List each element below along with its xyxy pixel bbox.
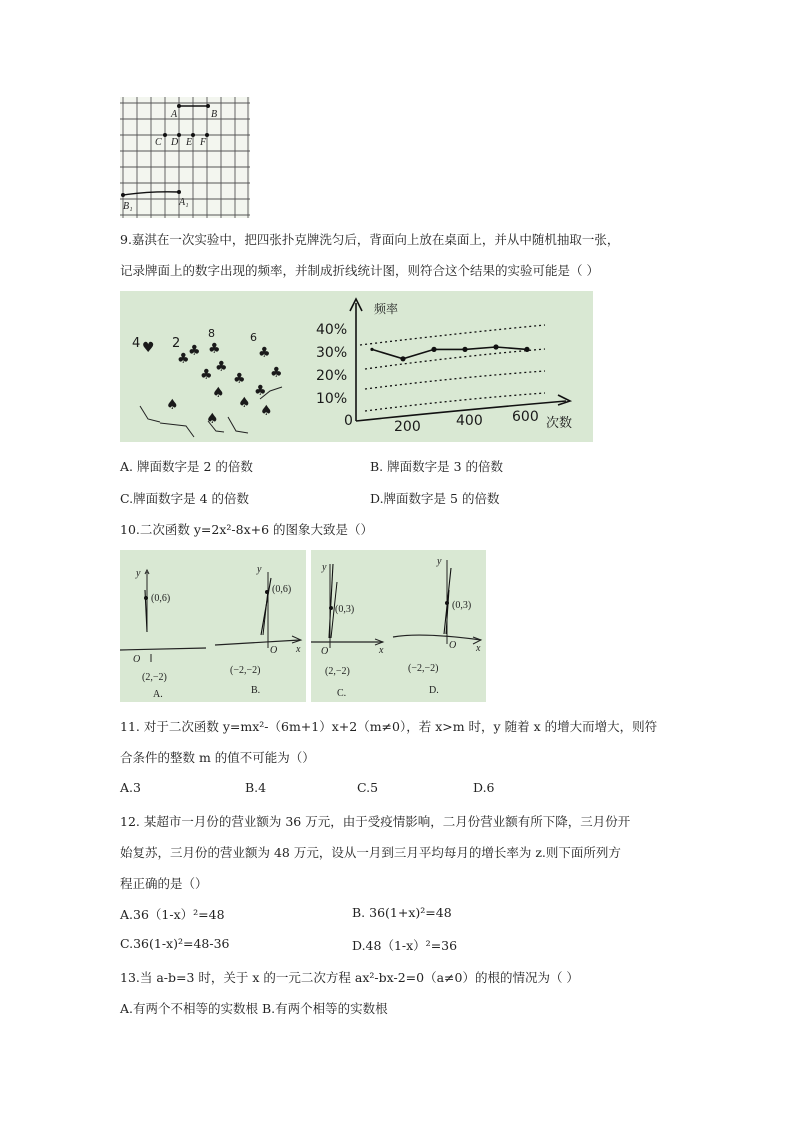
card-number-6: 6: [250, 331, 257, 344]
q11-option-c: C.5: [357, 780, 379, 795]
q11-text-line2: 合条件的整数 m 的值不可能为（）: [120, 750, 315, 765]
grid-label-a1: A₁: [179, 197, 189, 208]
q12-option-d: D.48（1-x）²=36: [352, 938, 458, 953]
q10-figure-right: [311, 550, 486, 702]
panel-b-x-label: x: [296, 644, 301, 655]
card-number-4: 4: [132, 336, 141, 351]
club-icon: ♣: [208, 341, 221, 357]
q11-option-b: B.4: [245, 780, 267, 795]
spade-icon: ♠: [238, 395, 251, 411]
grid-label-e: E: [186, 137, 193, 148]
panel-a-tag: A.: [153, 689, 163, 700]
panel-d-origin: O: [449, 640, 457, 651]
y-tick-40: 40%: [316, 322, 348, 338]
q11-text-line1: 11. 对于二次函数 y=mx²-（6m+1）x+2（m≠0），若 x>m 时，y 随着 x 的增大而增大，则符: [120, 719, 658, 734]
grid-label-c: C: [155, 137, 162, 148]
chart-ylabel: 频率: [374, 302, 399, 316]
panel-c-y-label: y: [322, 562, 327, 573]
panel-a-origin: O: [133, 654, 141, 665]
panel-c-point: (0,3): [335, 604, 355, 615]
y-tick-10: 10%: [316, 391, 348, 407]
q12-option-c: C.36(1-x)²=48-36: [120, 936, 230, 951]
club-icon: ♣: [270, 365, 283, 381]
frequency-point: [493, 344, 498, 349]
spade-icon: ♠: [166, 397, 179, 413]
x-tick-200: 200: [394, 419, 421, 435]
q10-text: 10.二次函数 y=2x²-8x+6 的图象大致是（）: [120, 522, 374, 537]
q9-text-line2: 记录牌面上的数字出现的频率，并制成折线统计图，则符合这个结果的实验可能是（ ）: [120, 263, 599, 278]
y-tick-0: 0: [344, 413, 353, 429]
panel-b-vertex: (−2,−2): [230, 665, 261, 676]
panel-d-point: (0,3): [452, 600, 472, 611]
y-tick-30: 30%: [316, 345, 348, 361]
grid-label-a: A: [171, 109, 178, 120]
x-tick-400: 400: [456, 413, 483, 429]
panel-c-x-label: x: [379, 645, 384, 656]
panel-b-point: (0,6): [272, 584, 292, 595]
spade-icon: ♠: [206, 411, 219, 427]
grid-label-f: F: [200, 137, 207, 148]
q12-text-line1: 12. 某超市一月份的营业额为 36 万元，由于受疫情影响，二月份营业额有所下降，三月份开: [120, 814, 631, 829]
q9-option-c: C.牌面数字是 4 的倍数: [120, 491, 249, 506]
frequency-point: [400, 356, 405, 361]
q10-figure-left: [120, 550, 306, 702]
panel-a-vertex: (2,−2): [142, 672, 167, 683]
q9-option-a: A. 牌面数字是 2 的倍数: [120, 459, 253, 474]
panel-c-vertex: (2,−2): [325, 666, 350, 677]
q11-option-d: D.6: [473, 780, 495, 795]
y-tick-20: 20%: [316, 368, 348, 384]
q9-option-b: B. 牌面数字是 3 的倍数: [370, 459, 504, 474]
x-tick-600: 600: [512, 409, 539, 425]
q12-text-line2: 始复苏，三月份的营业额为 48 万元，设从一月到三月平均每月的增长率为 z.则下面所列方: [120, 845, 621, 860]
grid-label-d: D: [171, 137, 179, 148]
panel-c-origin: O: [321, 646, 329, 657]
club-icon: ♣: [254, 383, 267, 399]
club-icon: ♣: [233, 371, 246, 387]
grid-figure: [120, 97, 250, 218]
card-number-8: 8: [208, 327, 215, 340]
frequency-point: [524, 347, 529, 352]
club-icon: ♣: [258, 345, 271, 361]
q12-option-a: A.36（1-x）²=48: [120, 907, 225, 922]
frequency-point: [370, 348, 373, 351]
spade-icon: ♠: [260, 403, 273, 419]
card-number-2: 2: [172, 336, 181, 351]
club-icon: ♣: [177, 351, 190, 367]
q12-option-b: B. 36(1+x)²=48: [352, 905, 452, 920]
q9-option-d: D.牌面数字是 5 的倍数: [370, 491, 500, 506]
q9-text-line1: 9.嘉淇在一次实验中，把四张扑克牌洗匀后，背面向上放在桌面上，并从中随机抽取一张，: [120, 232, 620, 247]
heart-icon: ♥: [142, 340, 155, 356]
panel-c-tag: C.: [337, 688, 347, 699]
q13-options: A.有两个不相等的实数根 B.有两个相等的实数根: [120, 1001, 388, 1016]
frequency-point: [431, 347, 436, 352]
chart-xlabel: 次数: [546, 416, 573, 431]
club-icon: ♣: [188, 343, 201, 359]
panel-a-point: (0,6): [151, 593, 171, 604]
panel-d-tag: D.: [429, 685, 439, 696]
panel-d-vertex: (−2,−2): [408, 663, 439, 674]
frequency-point: [462, 347, 467, 352]
spade-icon: ♠: [212, 385, 225, 401]
club-icon: ♣: [200, 367, 213, 383]
grid-label-b: B: [211, 109, 218, 120]
grid-label-b1: B₁: [123, 201, 133, 212]
panel-b-tag: B.: [251, 685, 261, 696]
q9-figure: [120, 291, 593, 442]
panel-a-y-label: y: [136, 568, 141, 579]
q13-text: 13.当 a-b=3 时，关于 x 的一元二次方程 ax²-bx-2=0（a≠0）的根的情况为（ ）: [120, 970, 579, 985]
panel-b-origin: O: [270, 645, 278, 656]
club-icon: ♣: [215, 359, 228, 375]
q11-option-a: A.3: [120, 780, 141, 795]
panel-d-y-label: y: [437, 556, 442, 567]
q12-text-line3: 程正确的是（）: [120, 876, 208, 891]
panel-b-y-label: y: [257, 564, 262, 575]
panel-d-x-label: x: [476, 643, 481, 654]
